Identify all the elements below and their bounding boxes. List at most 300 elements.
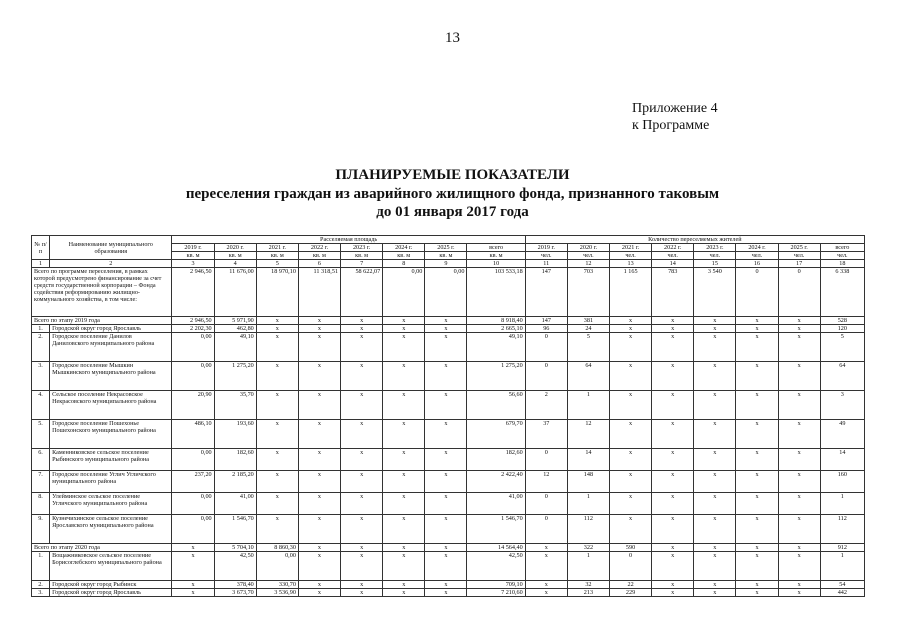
people-value: х: [778, 317, 820, 325]
area-value: х: [298, 493, 340, 515]
page-number: 13: [445, 30, 460, 46]
header-column-number: 16: [736, 260, 778, 268]
row-name: Городской округ город Ярославль: [50, 589, 172, 597]
people-value: 112: [567, 515, 609, 544]
people-value: 0: [525, 515, 567, 544]
row-number: 2.: [32, 581, 50, 589]
people-value: 6 338: [820, 268, 864, 317]
table-row: [32, 325, 865, 333]
row-name: Сельское поселение Некрасовское Некрасовского муниципального района: [50, 391, 172, 420]
header-area-unit: кв. м: [172, 252, 214, 260]
people-value: х: [652, 391, 694, 420]
people-value: х: [652, 333, 694, 362]
area-value: 49,10: [214, 333, 256, 362]
area-value: х: [425, 589, 467, 597]
header-people-year: 2025 г.: [778, 244, 820, 252]
area-value: 3 673,70: [214, 589, 256, 597]
area-value: 2 422,40: [467, 471, 525, 493]
people-value: х: [652, 449, 694, 471]
area-value: х: [341, 544, 383, 552]
area-value: х: [383, 449, 425, 471]
row-name: Каменниковское сельское поселение Рыбинского муниципального района: [50, 449, 172, 471]
header-column-number: 11: [525, 260, 567, 268]
table-row: [32, 391, 865, 420]
people-value: х: [736, 420, 778, 449]
title-main: ПЛАНИРУЕМЫЕ ПОКАЗАТЕЛИ: [335, 167, 570, 183]
area-value: 486,10: [172, 420, 214, 449]
header-people-year: 2020 г.: [567, 244, 609, 252]
people-value: 96: [525, 325, 567, 333]
people-value: х: [778, 589, 820, 597]
header-area-year: всего: [467, 244, 525, 252]
table-row: [32, 362, 865, 391]
people-value: 1: [820, 493, 864, 515]
area-value: х: [425, 391, 467, 420]
people-value: 160: [820, 471, 864, 493]
area-value: х: [383, 391, 425, 420]
area-value: х: [256, 362, 298, 391]
area-value: х: [383, 515, 425, 544]
document-title: [0, 166, 905, 221]
row-number: 3.: [32, 362, 50, 391]
area-value: х: [425, 515, 467, 544]
people-value: 24: [567, 325, 609, 333]
row-name: Городской округ город Рыбинск: [50, 581, 172, 589]
people-value: 0: [525, 449, 567, 471]
header-column-number: 8: [383, 260, 425, 268]
area-value: х: [383, 493, 425, 515]
people-value: 5: [820, 333, 864, 362]
area-value: х: [341, 493, 383, 515]
people-value: х: [525, 589, 567, 597]
area-value: х: [383, 362, 425, 391]
people-value: х: [778, 391, 820, 420]
area-value: х: [425, 581, 467, 589]
area-value: 0,00: [172, 449, 214, 471]
header-people-year: 2019 г.: [525, 244, 567, 252]
area-value: 378,40: [214, 581, 256, 589]
area-value: х: [341, 471, 383, 493]
people-value: 783: [652, 268, 694, 317]
people-value: х: [736, 391, 778, 420]
area-value: х: [256, 515, 298, 544]
header-area-unit: кв. м: [383, 252, 425, 260]
people-value: 0: [610, 552, 652, 581]
people-value: х: [736, 325, 778, 333]
header-area-unit: кв. м: [256, 252, 298, 260]
row-name: Вощажниковское сельское поселение Борисоглебского муниципального района: [50, 552, 172, 581]
people-value: 528: [820, 317, 864, 325]
area-value: х: [298, 449, 340, 471]
appendix-note: [632, 100, 718, 134]
people-value: х: [736, 471, 778, 493]
people-value: х: [778, 515, 820, 544]
people-value: х: [736, 362, 778, 391]
area-value: х: [425, 471, 467, 493]
people-value: х: [652, 552, 694, 581]
area-value: 462,80: [214, 325, 256, 333]
area-value: х: [425, 325, 467, 333]
area-value: 103 533,18: [467, 268, 525, 317]
area-value: 14 564,40: [467, 544, 525, 552]
area-value: 0,00: [256, 552, 298, 581]
people-value: 147: [525, 268, 567, 317]
people-value: х: [694, 515, 736, 544]
header-people-year: 2024 г.: [736, 244, 778, 252]
row-number: 2.: [32, 333, 50, 362]
area-value: х: [298, 362, 340, 391]
area-value: х: [172, 589, 214, 597]
row-name: Кузнечихинское сельское поселение Ярославского муниципального района: [50, 515, 172, 544]
area-value: 49,10: [467, 333, 525, 362]
row-number: 5.: [32, 420, 50, 449]
area-value: х: [341, 581, 383, 589]
people-value: 37: [525, 420, 567, 449]
header-area-year: 2025 г.: [425, 244, 467, 252]
area-value: 35,70: [214, 391, 256, 420]
row-name: Улейминское сельское поселение Угличского муниципального района: [50, 493, 172, 515]
header-people-unit: чел.: [525, 252, 567, 260]
people-value: 3: [820, 391, 864, 420]
area-value: х: [298, 515, 340, 544]
area-value: 11 318,51: [298, 268, 340, 317]
people-value: х: [610, 333, 652, 362]
area-value: 2 946,50: [172, 268, 214, 317]
area-value: х: [298, 420, 340, 449]
area-value: х: [425, 333, 467, 362]
people-value: 64: [567, 362, 609, 391]
people-value: х: [610, 420, 652, 449]
header-area-year: 2021 г.: [256, 244, 298, 252]
area-value: 8 860,30: [256, 544, 298, 552]
header-area-year: 2020 г.: [214, 244, 256, 252]
area-value: х: [383, 325, 425, 333]
area-value: х: [341, 589, 383, 597]
area-value: 2 946,50: [172, 317, 214, 325]
header-people-year: всего: [820, 244, 864, 252]
people-value: х: [778, 420, 820, 449]
people-value: 5: [567, 333, 609, 362]
people-value: х: [694, 449, 736, 471]
header-column-number: 10: [467, 260, 525, 268]
area-value: х: [298, 317, 340, 325]
header-no: № п/п: [32, 236, 50, 260]
header-people-unit: чел.: [736, 252, 778, 260]
area-value: 1 275,20: [214, 362, 256, 391]
area-value: х: [298, 391, 340, 420]
people-value: х: [736, 589, 778, 597]
people-value: х: [778, 362, 820, 391]
people-value: х: [652, 493, 694, 515]
header-column-number: 4: [214, 260, 256, 268]
people-value: х: [778, 471, 820, 493]
row-name: Городское поселение Углич Угличского муниципального района: [50, 471, 172, 493]
table-row: [32, 471, 865, 493]
row-number: 7.: [32, 471, 50, 493]
people-value: х: [694, 333, 736, 362]
people-value: 590: [610, 544, 652, 552]
header-column-number: 5: [256, 260, 298, 268]
row-number: 6.: [32, 449, 50, 471]
people-value: 2: [525, 391, 567, 420]
header-column-number: 6: [298, 260, 340, 268]
area-value: 42,50: [467, 552, 525, 581]
people-value: х: [736, 493, 778, 515]
header-people-year: 2021 г.: [610, 244, 652, 252]
area-value: 2 185,20: [214, 471, 256, 493]
header-column-number: 3: [172, 260, 214, 268]
table-row: [32, 544, 865, 552]
area-value: х: [341, 420, 383, 449]
people-value: 703: [567, 268, 609, 317]
people-value: х: [778, 552, 820, 581]
people-value: х: [736, 515, 778, 544]
title-sub-1: переселения граждан из аварийного жилищного фонда, признанного таковым: [185, 186, 720, 202]
area-value: х: [383, 544, 425, 552]
row-name: Городское поселение Пошехонье Пошехонского муниципального района: [50, 420, 172, 449]
people-value: 32: [567, 581, 609, 589]
people-value: 0: [525, 493, 567, 515]
header-people-unit: чел.: [567, 252, 609, 260]
people-value: х: [778, 449, 820, 471]
table-row: [32, 449, 865, 471]
header-column-number: 13: [610, 260, 652, 268]
people-value: х: [610, 391, 652, 420]
header-people-year: 2023 г.: [694, 244, 736, 252]
header-column-number: 12: [567, 260, 609, 268]
table-row: [32, 589, 865, 597]
people-value: х: [778, 581, 820, 589]
area-value: х: [425, 449, 467, 471]
header-area-unit: кв. м: [214, 252, 256, 260]
header-people-unit: чел.: [652, 252, 694, 260]
area-value: 11 676,00: [214, 268, 256, 317]
people-value: 1: [567, 493, 609, 515]
area-value: х: [425, 493, 467, 515]
area-value: х: [341, 449, 383, 471]
area-value: х: [298, 552, 340, 581]
people-value: х: [652, 471, 694, 493]
people-value: 0: [736, 268, 778, 317]
people-value: 1: [567, 552, 609, 581]
area-value: х: [256, 325, 298, 333]
area-value: х: [256, 420, 298, 449]
people-value: х: [778, 493, 820, 515]
people-value: х: [694, 581, 736, 589]
people-value: х: [652, 420, 694, 449]
people-value: х: [736, 333, 778, 362]
people-value: х: [652, 581, 694, 589]
people-value: 22: [610, 581, 652, 589]
people-value: х: [778, 544, 820, 552]
row-number: 3.: [32, 589, 50, 597]
area-value: 709,10: [467, 581, 525, 589]
people-value: 147: [525, 317, 567, 325]
row-number: 9.: [32, 515, 50, 544]
area-value: х: [425, 420, 467, 449]
people-value: х: [778, 333, 820, 362]
area-value: х: [341, 325, 383, 333]
people-value: х: [736, 544, 778, 552]
people-value: х: [694, 420, 736, 449]
row-number: 8.: [32, 493, 50, 515]
area-value: х: [256, 317, 298, 325]
people-value: 213: [567, 589, 609, 597]
area-value: 0,00: [172, 362, 214, 391]
people-value: х: [694, 325, 736, 333]
area-value: 182,60: [467, 449, 525, 471]
people-value: 381: [567, 317, 609, 325]
area-value: х: [256, 471, 298, 493]
row-number: 4.: [32, 391, 50, 420]
area-value: 1 546,70: [467, 515, 525, 544]
area-value: 5 704,10: [214, 544, 256, 552]
area-value: х: [298, 333, 340, 362]
people-value: 3 540: [694, 268, 736, 317]
people-value: х: [694, 317, 736, 325]
area-value: х: [298, 325, 340, 333]
people-value: х: [610, 449, 652, 471]
header-people-group: Количество переселяемых жителей: [525, 236, 864, 244]
people-value: х: [694, 362, 736, 391]
area-value: 2 202,30: [172, 325, 214, 333]
area-value: 2 665,10: [467, 325, 525, 333]
header-area-year: 2024 г.: [383, 244, 425, 252]
area-value: 5 971,90: [214, 317, 256, 325]
header-column-number: 7: [341, 260, 383, 268]
area-value: 41,00: [214, 493, 256, 515]
people-value: х: [736, 581, 778, 589]
people-value: х: [525, 552, 567, 581]
area-value: 237,20: [172, 471, 214, 493]
people-value: 442: [820, 589, 864, 597]
row-number: 1.: [32, 552, 50, 581]
area-value: 0,00: [172, 333, 214, 362]
area-value: 0,00: [425, 268, 467, 317]
header-column-number: 2: [50, 260, 172, 268]
header-area-unit: кв. м: [425, 252, 467, 260]
area-value: х: [341, 552, 383, 581]
indicators-table-wrap: [31, 235, 865, 597]
table-row: [32, 552, 865, 581]
area-value: х: [172, 544, 214, 552]
header-area-year: 2019 г.: [172, 244, 214, 252]
header-people-unit: чел.: [694, 252, 736, 260]
people-value: х: [610, 325, 652, 333]
area-value: х: [383, 420, 425, 449]
row-name: Городское поселение Мышкин Мышкинского муниципального района: [50, 362, 172, 391]
table-row: [32, 493, 865, 515]
people-value: х: [652, 544, 694, 552]
header-people-unit: чел.: [778, 252, 820, 260]
area-value: х: [425, 317, 467, 325]
people-value: 12: [525, 471, 567, 493]
area-value: х: [256, 333, 298, 362]
area-value: х: [256, 391, 298, 420]
area-value: 18 970,10: [256, 268, 298, 317]
header-people-unit: чел.: [820, 252, 864, 260]
area-value: 20,90: [172, 391, 214, 420]
people-value: 1: [567, 391, 609, 420]
area-value: 0,00: [383, 268, 425, 317]
area-value: х: [341, 515, 383, 544]
people-value: х: [694, 552, 736, 581]
table-row: [32, 333, 865, 362]
area-value: х: [425, 544, 467, 552]
people-value: х: [694, 471, 736, 493]
header-column-number: 1: [32, 260, 50, 268]
table-row: [32, 317, 865, 325]
people-value: х: [525, 544, 567, 552]
table-row: [32, 581, 865, 589]
row-number: 1.: [32, 325, 50, 333]
row-name: Всего по программе переселения, в рамках которой предусмотрено финансирование за счет средств государственной корпорации – Фонда содействия реформированию жилищно-коммунального хозяйства, в том числе:: [32, 268, 172, 317]
people-value: х: [736, 552, 778, 581]
people-value: 14: [820, 449, 864, 471]
people-value: 14: [567, 449, 609, 471]
area-value: 182,60: [214, 449, 256, 471]
header-area-year: 2023 г.: [341, 244, 383, 252]
area-value: 58 622,07: [341, 268, 383, 317]
area-value: х: [298, 589, 340, 597]
table-row: [32, 420, 865, 449]
people-value: 0: [778, 268, 820, 317]
area-value: х: [298, 471, 340, 493]
row-name: Всего по этапу 2019 года: [32, 317, 172, 325]
people-value: х: [610, 362, 652, 391]
people-value: х: [652, 515, 694, 544]
area-value: 0,00: [172, 515, 214, 544]
area-value: х: [425, 362, 467, 391]
people-value: х: [652, 362, 694, 391]
table-row: [32, 268, 865, 317]
area-value: х: [172, 552, 214, 581]
area-value: х: [341, 317, 383, 325]
people-value: 0: [525, 362, 567, 391]
area-value: 0,00: [172, 493, 214, 515]
area-value: 1 275,20: [467, 362, 525, 391]
people-value: х: [652, 589, 694, 597]
header-column-number: 9: [425, 260, 467, 268]
area-value: х: [383, 317, 425, 325]
header-column-number: 15: [694, 260, 736, 268]
area-value: 330,70: [256, 581, 298, 589]
area-value: х: [256, 493, 298, 515]
people-value: 229: [610, 589, 652, 597]
area-value: 1 546,70: [214, 515, 256, 544]
people-value: х: [694, 589, 736, 597]
area-value: х: [256, 449, 298, 471]
appendix-line-1: Приложение 4: [632, 101, 718, 116]
header-row-groups: [32, 236, 865, 244]
area-value: 679,70: [467, 420, 525, 449]
header-row-column-numbers: [32, 260, 865, 268]
area-value: х: [383, 581, 425, 589]
area-value: х: [341, 362, 383, 391]
people-value: 54: [820, 581, 864, 589]
indicators-table: [31, 235, 865, 597]
area-value: х: [341, 333, 383, 362]
appendix-line-2: к Программе: [632, 118, 710, 133]
people-value: 322: [567, 544, 609, 552]
people-value: 148: [567, 471, 609, 493]
area-value: х: [383, 333, 425, 362]
area-value: х: [383, 589, 425, 597]
people-value: 49: [820, 420, 864, 449]
header-area-year: 2022 г.: [298, 244, 340, 252]
header-people-year: 2022 г.: [652, 244, 694, 252]
header-column-number: 14: [652, 260, 694, 268]
